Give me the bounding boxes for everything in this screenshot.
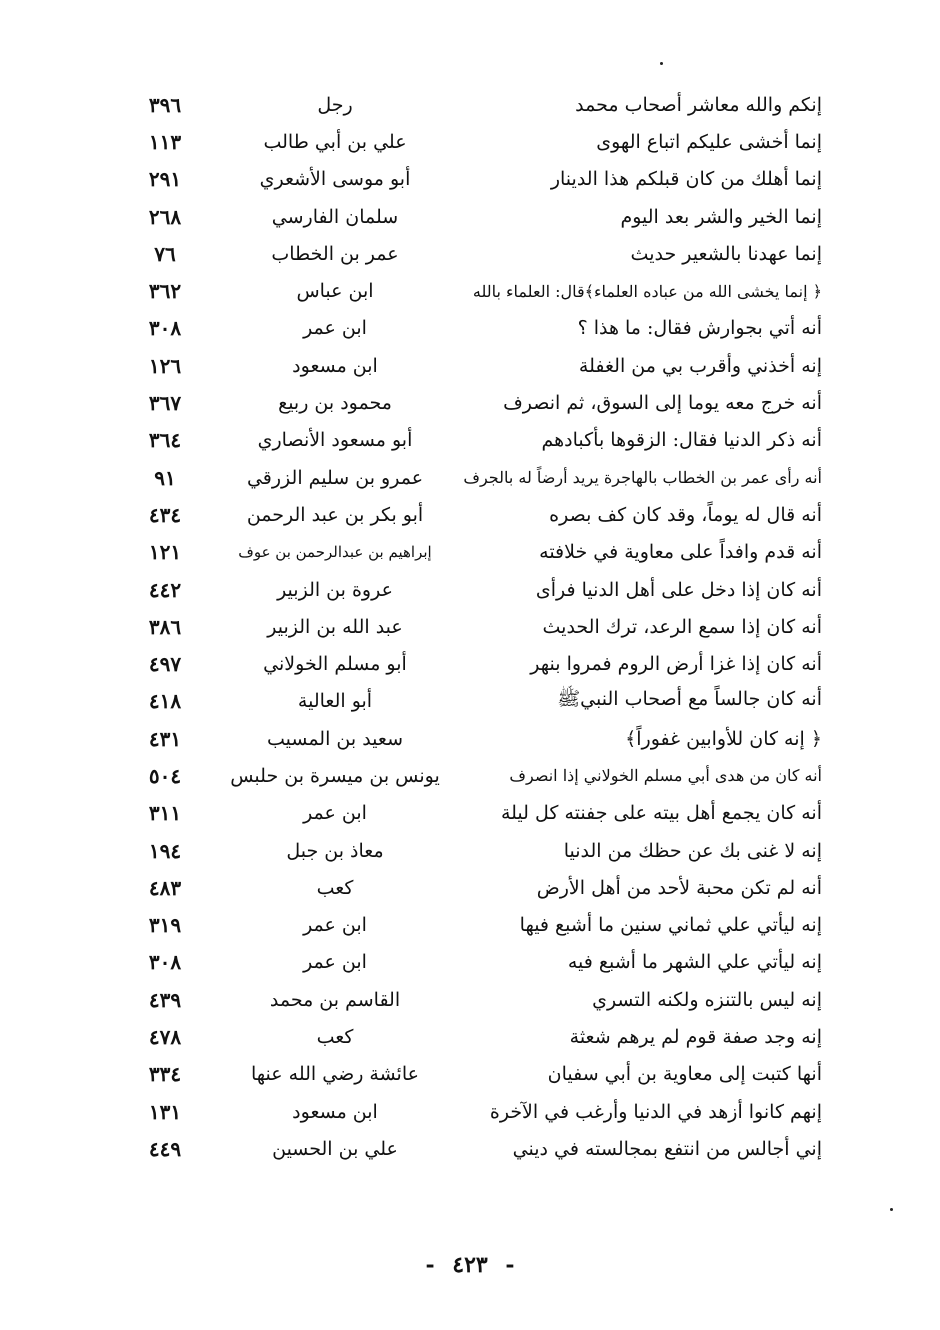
- table-row: [100, 310, 830, 347]
- table-row: [100, 496, 830, 533]
- page-reference: ٤٤٩: [148, 1136, 182, 1161]
- hadith-opening-text: إني أجالس من انتفع بمجالسته في ديني: [512, 1137, 822, 1160]
- page-reference: ٣٣٤: [148, 1062, 182, 1087]
- page-number: ٤٢٣: [452, 1252, 488, 1278]
- narrator-name: ابن عمر: [303, 914, 367, 937]
- page-reference: ١٢١: [148, 540, 182, 565]
- table-row: [100, 384, 830, 421]
- narrator-name: عائشة رضي الله عنها: [251, 1063, 419, 1086]
- table-row: [100, 123, 830, 160]
- page-reference: ٤٨٣: [148, 875, 182, 900]
- table-row: [100, 1056, 830, 1093]
- narrator-name: علي بن أبي طالب: [263, 130, 407, 153]
- narrator-name: ابن عمر: [303, 802, 367, 825]
- page-reference: ١١٣: [148, 129, 182, 154]
- narrator-name: معاذ بن جبل: [286, 839, 384, 862]
- narrator-name: ابن مسعود: [292, 354, 378, 377]
- narrator-name: أبو العالية: [297, 690, 373, 713]
- hadith-opening-text: إنما أهلك من كان قبلكم هذا الدينار: [550, 168, 822, 191]
- page-reference: ٤١٨: [148, 689, 182, 714]
- table-row: [100, 907, 830, 944]
- hadith-opening-text: أنه لم تكن محبة لأحد من أهل الأرض: [536, 876, 822, 899]
- narrator-name: سعيد بن المسيب: [266, 727, 403, 750]
- hadith-opening-text: إنه لا غنى بك عن حظك من الدنيا: [563, 839, 822, 862]
- table-row: [100, 235, 830, 272]
- hadith-opening-text: ﴿ إنه كان للأوابين غفوراً﴾: [625, 727, 822, 750]
- hadith-opening-text: إنكم والله معاشر أصحاب محمد: [575, 93, 822, 116]
- table-row: [100, 161, 830, 198]
- page-reference: ٤٩٧: [148, 652, 182, 677]
- table-row: [100, 571, 830, 608]
- page-footer: [0, 1252, 940, 1278]
- page-reference: ٤٧٨: [148, 1025, 182, 1050]
- hadith-opening-text: إنما الخير والشر بعد اليوم: [620, 205, 822, 228]
- hadith-opening-text: إنه ليأتي علي ثماني سنين ما أشبع فيها: [519, 914, 822, 937]
- hadith-opening-text: أنه رأى عمر بن الخطاب بالهاجرة يريد أرضاً له بالجرف: [463, 468, 822, 488]
- narrator-name: القاسم بن محمد: [269, 988, 401, 1011]
- narrator-name: علي بن الحسين: [272, 1137, 398, 1160]
- narrator-name: ابن عمر: [303, 951, 367, 974]
- footer-dash-right: -: [425, 1252, 435, 1278]
- table-row: [100, 944, 830, 981]
- table-row: [100, 869, 830, 906]
- page-reference: ٣١٩: [148, 913, 182, 938]
- table-row: [100, 645, 830, 682]
- table-row: [100, 981, 830, 1018]
- table-row: [100, 347, 830, 384]
- page-reference: ٤٣٩: [148, 987, 182, 1012]
- table-row: [100, 272, 830, 309]
- narrator-name: كعب: [316, 1026, 354, 1049]
- page-reference: ٣٦٤: [148, 428, 182, 453]
- hadith-opening-text: أنها كتبت إلى معاوية بن أبي سفيان: [547, 1063, 822, 1086]
- narrator-name: أبو بكر بن عبد الرحمن: [246, 503, 424, 526]
- hadith-opening-text: أنه كان جالساً مع أصحاب النبيﷺ: [557, 688, 822, 711]
- page-reference: ١٩٤: [148, 838, 182, 863]
- hadith-opening-text: أنه خرج معه يوما إلى السوق، ثم انصرف: [503, 392, 822, 415]
- hadith-index-table: [100, 86, 830, 1168]
- hadith-opening-text: إنما أخشى عليكم اتباع الهوى: [596, 130, 822, 153]
- hadith-opening-text: إنما عهدنا بالشعير حديث: [630, 242, 822, 265]
- page-reference: ٣١١: [148, 801, 182, 826]
- page-reference: ٢٦٨: [148, 204, 182, 229]
- table-row: [100, 608, 830, 645]
- scan-speck: [660, 62, 663, 65]
- table-row: [100, 757, 830, 794]
- table-row: [100, 832, 830, 869]
- narrator-name: عمرو بن سليم الزرقي: [246, 466, 424, 489]
- hadith-opening-text: إنه ليأتي علي الشهر ما أشبع فيه: [567, 951, 822, 974]
- narrator-name: رجل: [317, 93, 353, 116]
- page-reference: ٤٤٢: [148, 577, 182, 602]
- narrator-name: عروة بن الزبير: [277, 578, 393, 601]
- hadith-opening-text: إنه أخذني وأقرب بي من الغفلة: [578, 354, 822, 377]
- page-reference: ٣٠٨: [148, 316, 182, 341]
- narrator-name: أبو موسى الأشعري: [259, 168, 411, 191]
- page-reference: ٣٦٧: [148, 391, 182, 416]
- narrator-name: عمر بن الخطاب: [271, 242, 399, 265]
- hadith-opening-text: أنه ذكر الدنيا فقال: الزقوها بأكبادهم: [541, 429, 822, 452]
- narrator-name: أبو مسلم الخولاني: [263, 653, 407, 676]
- narrator-name: كعب: [316, 876, 354, 899]
- page-reference: ٣٩٦: [148, 92, 182, 117]
- table-row: [100, 720, 830, 757]
- hadith-opening-text: أنه أتي بجوارش فقال: ما هذا ؟: [577, 317, 822, 340]
- table-row: [100, 1130, 830, 1167]
- hadith-opening-text: أنه كان إذا دخل على أهل الدنيا فرأى: [535, 578, 822, 601]
- table-row: [100, 1093, 830, 1130]
- page-reference: ٤٣٤: [148, 502, 182, 527]
- hadith-opening-text: أنه كان إذا غزا أرض الروم فمروا بنهر: [530, 653, 822, 676]
- narrator-name: عبد الله بن الزبير: [267, 615, 403, 638]
- table-row: [100, 459, 830, 496]
- narrator-name: ابن مسعود: [292, 1100, 378, 1123]
- page-reference: ٥٠٤: [148, 763, 182, 788]
- page-reference: ٧٦: [154, 241, 176, 266]
- hadith-opening-text: أنه كان من هدى أبي مسلم الخولاني إذا انصرف: [509, 766, 822, 786]
- hadith-opening-text: إنه ليس بالتنزه ولكنه التسري: [592, 988, 822, 1011]
- page-reference: ٢٩١: [148, 167, 182, 192]
- hadith-opening-text: أنه كان يجمع أهل بيته على جفنته كل ليلة: [500, 802, 822, 825]
- narrator-name: سلمان الفارسي: [271, 205, 399, 228]
- hadith-opening-text: أنه قال له يوماً، وقد كان كف بصره: [549, 503, 822, 526]
- footer-dash-left: -: [505, 1252, 515, 1278]
- narrator-name: إبراهيم بن عبدالرحمن بن عوف: [238, 543, 432, 562]
- table-row: [100, 198, 830, 235]
- table-row: [100, 86, 830, 123]
- page-reference: ٣٠٨: [148, 950, 182, 975]
- page-reference: ١٣١: [148, 1099, 182, 1124]
- table-row: [100, 1018, 830, 1055]
- page-reference: ٤٣١: [148, 726, 182, 751]
- hadith-opening-text: أنه قدم وافداً على معاوية في خلافته: [539, 541, 822, 564]
- narrator-name: ابن عمر: [303, 317, 367, 340]
- table-row: [100, 422, 830, 459]
- narrator-name: ابن عباس: [296, 280, 374, 303]
- hadith-opening-text: إنهم كانوا أزهد في الدنيا وأرغب في الآخرة: [489, 1100, 822, 1123]
- narrator-name: أبو مسعود الأنصاري: [257, 429, 413, 452]
- table-row: [100, 683, 830, 720]
- hadith-opening-text: إنه وجد صفة قوم لم يرهم شعثة: [569, 1026, 822, 1049]
- table-row: [100, 534, 830, 571]
- table-row: [100, 795, 830, 832]
- narrator-name: يونس بن ميسرة بن حلبس: [230, 764, 440, 787]
- scan-speck: [890, 1208, 893, 1211]
- page-reference: ٣٦٢: [148, 279, 182, 304]
- narrator-name: محمود بن ربيع: [278, 392, 392, 415]
- hadith-opening-text: ﴿ إنما يخشى الله من عباده العلماء﴾قال: العلماء بالله: [472, 281, 822, 301]
- page-reference: ١٢٦: [148, 353, 182, 378]
- page-reference: ٣٨٦: [148, 614, 182, 639]
- page-reference: ٩١: [154, 465, 176, 490]
- hadith-opening-text: أنه كان إذا سمع الرعد، ترك الحديث: [542, 615, 822, 638]
